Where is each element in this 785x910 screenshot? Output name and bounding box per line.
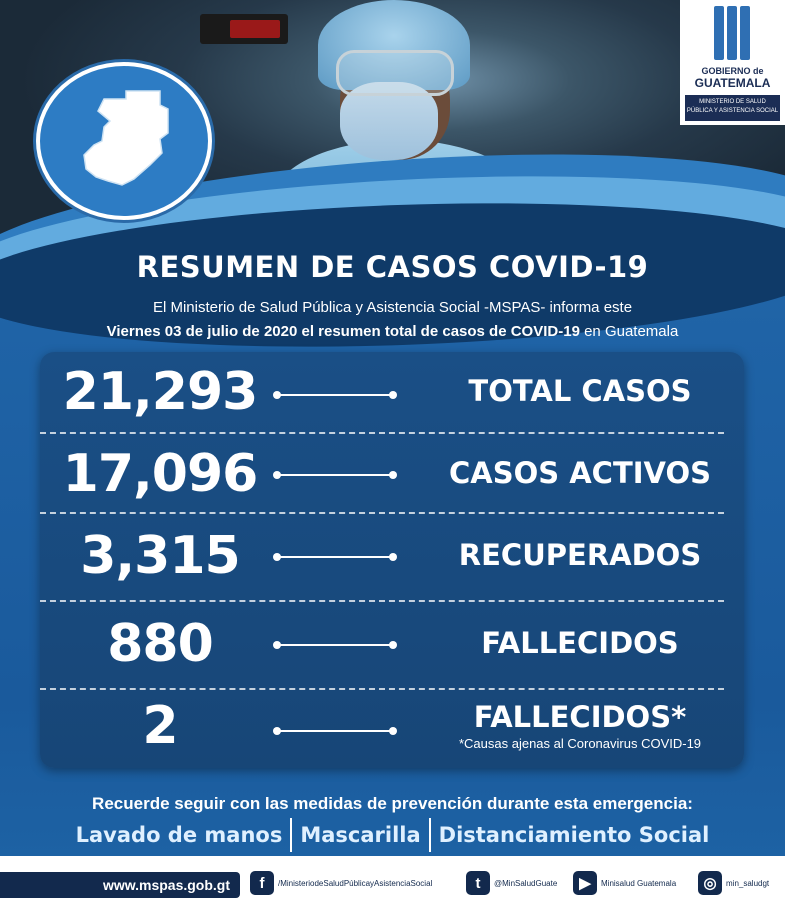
stat-footnote: *Causas ajenas al Coronavirus COVID-19 [458,736,702,751]
stat-row-total [40,352,744,436]
measure-mask: Mascarilla [300,823,421,847]
ministry-line1: MINISTERIO DE SALUD [699,99,766,105]
stat-label: FALLECIDOS [481,626,679,660]
guatemala-map-shape [64,81,184,201]
safety-goggles [336,50,454,96]
digital-clock-icon [200,14,288,44]
guatemala-columns-icon [712,6,752,60]
ministry-strip [685,95,780,121]
connector-line [276,474,394,476]
youtube-icon: ▶ [573,871,597,895]
instagram-link[interactable] [698,871,769,895]
prevention-measures [0,818,785,852]
gov-logo-line2: GUATEMALA [694,76,771,90]
stat-value: 21,293 [62,362,258,422]
connector-line [276,644,394,646]
facebook-link[interactable] [250,871,432,895]
facebook-icon: f [250,871,274,895]
stat-row-active [40,434,744,518]
gov-logo-line1: GOBIERNO de [701,66,764,76]
stat-label: CASOS ACTIVOS [448,456,712,490]
measure-distancing: Distanciamiento Social [438,823,710,847]
connector-line [276,394,394,396]
stat-label: RECUPERADOS [458,538,702,572]
twitter-link[interactable] [466,871,557,895]
prevention-reminder: Recuerde seguir con las medidas de prevención durante esta emergencia: [92,794,693,813]
stat-value: 17,096 [62,444,258,504]
page-title: RESUMEN DE CASOS COVID-19 [136,250,649,284]
guatemala-map-icon [36,62,212,220]
subtitle-location: en Guatemala [579,323,679,340]
stat-row-other-deaths [40,690,744,774]
stat-value: 880 [107,614,213,674]
government-logo [680,0,785,125]
twitter-handle: @MinSaludGuate [494,878,558,888]
subtitle-line1: El Ministerio de Salud Pública y Asistencia Social -MSPAS- informa este [152,299,633,316]
connector-line [276,556,394,558]
instagram-handle: min_saludgt [726,878,770,888]
instagram-icon: ◎ [698,871,722,895]
facebook-handle: /MinisteriodeSaludPúblicayAsistenciaSocial [278,878,433,888]
youtube-handle: Minisalud Guatemala [601,878,677,888]
stats-card [40,352,744,768]
youtube-link[interactable] [573,871,676,895]
footer [0,856,785,910]
row-divider [40,600,724,602]
subtitle [0,296,785,344]
measure-handwashing: Lavado de manos [75,823,283,847]
twitter-icon: t [466,871,490,895]
stat-value: 3,315 [80,526,240,586]
website-link[interactable]: www.mspas.gob.gt [0,872,240,898]
stat-label: TOTAL CASOS [468,374,692,408]
stat-row-deaths [40,604,744,688]
subtitle-line2 [0,320,785,344]
connector-line [276,730,394,732]
row-divider [40,512,724,514]
stat-row-recovered [40,516,744,600]
stat-label: FALLECIDOS* [473,700,687,734]
ministry-line2: PÚBLICA Y ASISTENCIA SOCIAL [686,108,779,114]
subtitle-date: Viernes 03 de julio de 2020 el resumen total de casos de COVID-19 [106,323,580,340]
stat-value: 2 [142,696,178,756]
